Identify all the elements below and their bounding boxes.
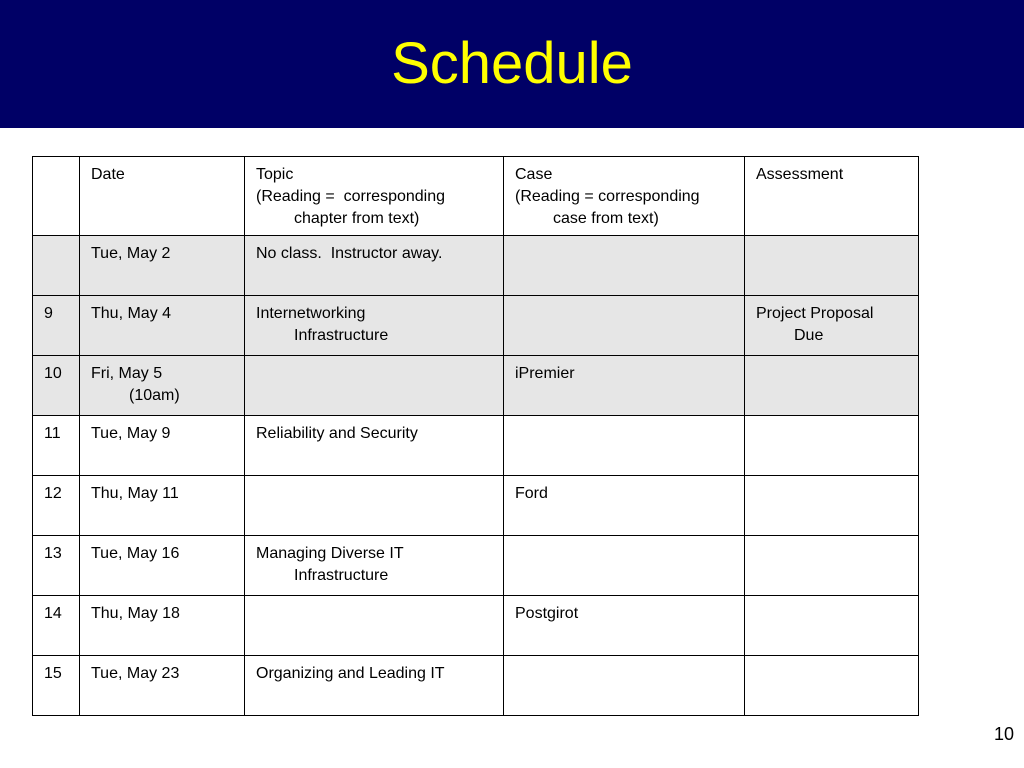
assessment-cell: Project Proposal Due bbox=[745, 296, 919, 356]
table-row bbox=[33, 296, 919, 356]
session-number-cell: 15 bbox=[33, 656, 80, 716]
table-row bbox=[33, 236, 919, 296]
table-row bbox=[33, 476, 919, 536]
page-title: Schedule bbox=[391, 31, 633, 96]
date-cell: Thu, May 11 bbox=[80, 476, 245, 536]
date-cell: Tue, May 9 bbox=[80, 416, 245, 476]
session-number-cell: 11 bbox=[33, 416, 80, 476]
case-cell bbox=[504, 236, 745, 296]
session-number-cell bbox=[33, 236, 80, 296]
topic-cell bbox=[245, 596, 504, 656]
case-cell bbox=[504, 296, 745, 356]
assessment-cell bbox=[745, 416, 919, 476]
assessment-cell bbox=[745, 536, 919, 596]
session-number-cell: 13 bbox=[33, 536, 80, 596]
table-row bbox=[33, 536, 919, 596]
header-number-cell bbox=[33, 157, 80, 236]
header-assessment-cell: Assessment bbox=[745, 157, 919, 236]
table-header-row bbox=[33, 157, 919, 236]
topic-cell bbox=[245, 356, 504, 416]
session-number-cell: 10 bbox=[33, 356, 80, 416]
topic-cell: Internetworking Infrastructure bbox=[245, 296, 504, 356]
date-cell: Fri, May 5 (10am) bbox=[80, 356, 245, 416]
topic-cell bbox=[245, 476, 504, 536]
assessment-cell bbox=[745, 476, 919, 536]
topic-cell: No class. Instructor away. bbox=[245, 236, 504, 296]
page-number: 10 bbox=[993, 724, 1014, 744]
header-case-cell: Case (Reading = corresponding case from text) bbox=[504, 157, 745, 236]
session-number-cell: 9 bbox=[33, 296, 80, 356]
table-row bbox=[33, 656, 919, 716]
table-row bbox=[33, 356, 919, 416]
date-cell: Tue, May 2 bbox=[80, 236, 245, 296]
date-cell: Tue, May 16 bbox=[80, 536, 245, 596]
date-cell: Tue, May 23 bbox=[80, 656, 245, 716]
assessment-cell bbox=[745, 656, 919, 716]
case-cell bbox=[504, 656, 745, 716]
topic-cell: Organizing and Leading IT bbox=[245, 656, 504, 716]
assessment-cell bbox=[745, 356, 919, 416]
case-cell: iPremier bbox=[504, 356, 745, 416]
date-cell: Thu, May 4 bbox=[80, 296, 245, 356]
header-topic-cell: Topic (Reading = corresponding chapter from text) bbox=[245, 157, 504, 236]
case-cell bbox=[504, 416, 745, 476]
schedule-table bbox=[32, 156, 919, 716]
topic-cell: Reliability and Security bbox=[245, 416, 504, 476]
assessment-cell bbox=[745, 236, 919, 296]
date-cell: Thu, May 18 bbox=[80, 596, 245, 656]
case-cell: Postgirot bbox=[504, 596, 745, 656]
assessment-cell bbox=[745, 596, 919, 656]
table-row bbox=[33, 416, 919, 476]
case-cell bbox=[504, 536, 745, 596]
session-number-cell: 12 bbox=[33, 476, 80, 536]
header-date-cell: Date bbox=[80, 157, 245, 236]
table-row bbox=[33, 596, 919, 656]
session-number-cell: 14 bbox=[33, 596, 80, 656]
case-cell: Ford bbox=[504, 476, 745, 536]
topic-cell: Managing Diverse IT Infrastructure bbox=[245, 536, 504, 596]
